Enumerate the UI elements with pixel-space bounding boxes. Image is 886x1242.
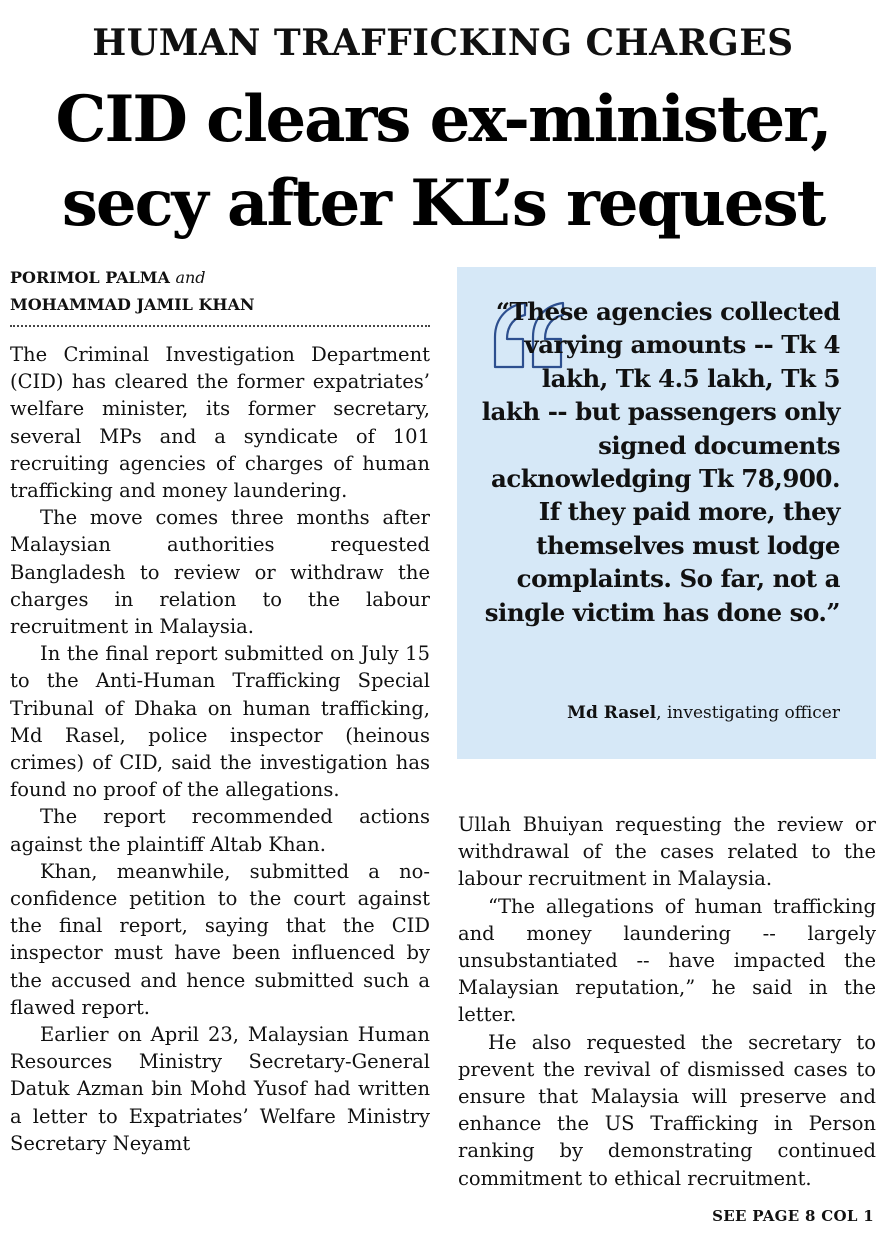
quote-speaker: Md Rasel — [567, 703, 657, 723]
paragraph: The move comes three months after Malaysian authorities requested Bangladesh to review or withdraw the charges in relation to the labour recruitment in Malaysia. — [10, 506, 430, 639]
headline-line-2: secy after KL’s request — [61, 166, 825, 241]
headline — [0, 78, 886, 246]
paragraph: Ullah Bhuiyan requesting the review or withdrawal of the cases related to the labour recruitment in Malaysia. — [458, 813, 876, 891]
quote-speaker-role: , investigating officer — [656, 703, 840, 723]
continuation-note: SEE PAGE 8 COL 1 — [712, 1207, 874, 1225]
kicker: HUMAN TRAFFICKING CHARGES — [92, 22, 794, 64]
article-column-2 — [458, 811, 876, 1192]
paragraph: Khan, meanwhile, submitted a no-confidence petition to the court against the final report, saying that the CID inspector must have been influenced by the accused and hence submitted such a flawed report. — [10, 859, 430, 1019]
pull-quote-box — [457, 267, 876, 759]
paragraph: He also requested the secretary to prevent the revival of dismissed cases to ensure that Malaysia will preserve and enhance the US Trafficking in Person ranking by demonstrating continued commitment to ethical recruitment. — [458, 1030, 876, 1190]
headline-line-1: CID clears ex-minister, — [55, 82, 831, 157]
pull-quote-text: “These agencies collected varying amounts -- Tk 4 lakh, Tk 4.5 lakh, Tk 5 lakh -- but passengers only signed documents acknowledging Tk 78,900. If they paid more, they themselves must lodge complaints. So far, not a single victim has done so.” — [481, 297, 840, 627]
paragraph: The Criminal Investigation Department (CID) has cleared the former expatriates’ welfare minister, its former secretary, several MPs and a syndicate of 101 recruiting agencies of charges of human trafficking and money laundering. — [10, 343, 430, 503]
article-column-1 — [10, 341, 430, 1157]
byline-divider — [10, 325, 430, 327]
byline-conjunction: and — [175, 268, 206, 287]
author-1: PORIMOL PALMA — [10, 268, 170, 287]
paragraph: “The allegations of human trafficking and money laundering -- largely unsubstantiated -- have impacted the Malaysian reputation,” he said in the letter. — [458, 894, 876, 1027]
pull-quote-attribution — [567, 703, 840, 723]
paragraph: Earlier on April 23, Malaysian Human Resources Ministry Secretary-General Datuk Azman bin Mohd Yusof had written a letter to Expatriates’ Welfare Ministry Secretary Neyamt — [10, 1023, 430, 1155]
paragraph: The report recommended actions against the plaintiff Altab Khan. — [10, 805, 430, 856]
paragraph: In the final report submitted on July 15 to the Anti-Human Trafficking Special Tribunal of Dhaka on human trafficking, Md Rasel, police inspector (heinous crimes) of CID, said the investigation has found no proof of the allegations. — [10, 642, 430, 802]
author-2: MOHAMMAD JAMIL KHAN — [10, 295, 255, 314]
byline — [10, 264, 430, 318]
